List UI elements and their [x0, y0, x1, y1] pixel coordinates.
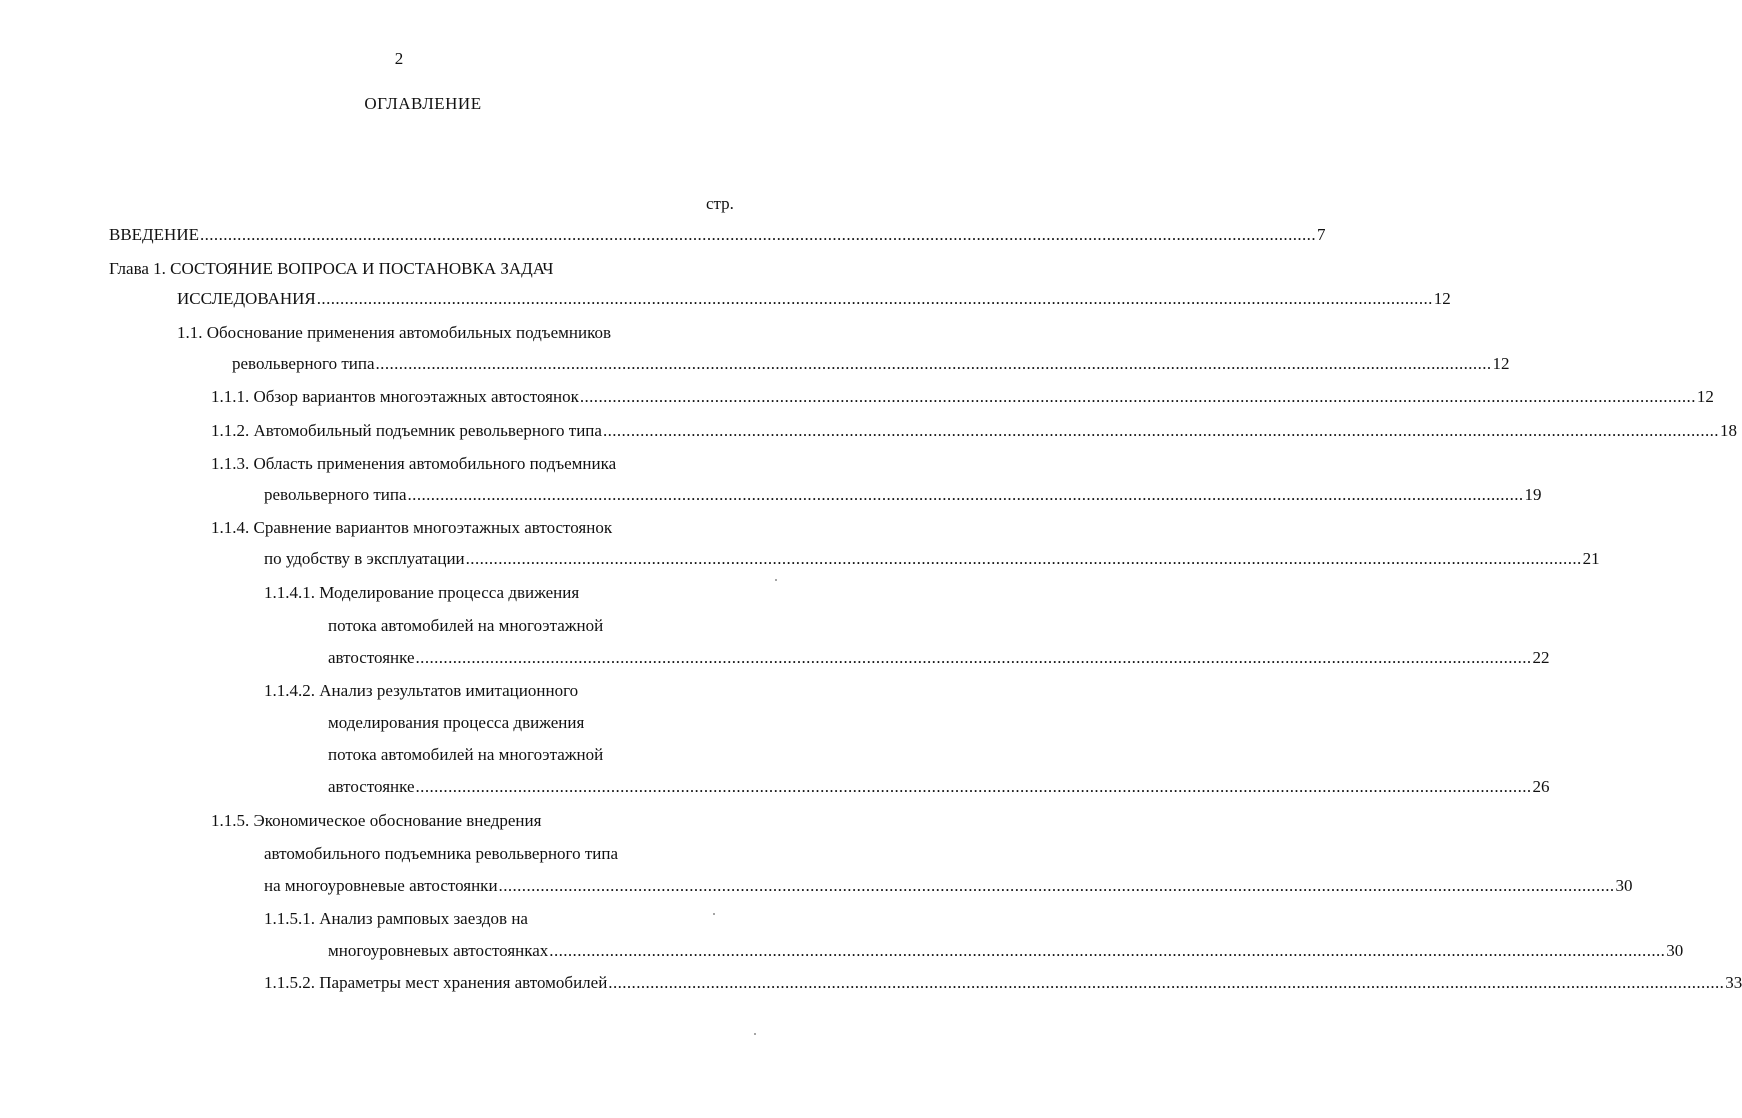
scan-speck	[713, 913, 715, 915]
toc-entry-1-1-4-2-line3: потока автомобилей на многоэтажной	[328, 745, 604, 764]
toc-entry-1-1-4-1-line1: 1.1.4.1. Моделирование процесса движения	[264, 583, 580, 602]
dot-leader: ................................................................................................................................................................................................................................................	[579, 387, 1696, 406]
toc-entry-text: по удобству в эксплуатации	[264, 549, 465, 568]
toc-entry-text: 1.1.2. Автомобильный подъемник револьверного типа	[211, 421, 602, 440]
toc-entry-1-1-4-1-line2: потока автомобилей на многоэтажной	[328, 616, 604, 635]
toc-entry-page: 21	[1582, 549, 1600, 568]
toc-entry-text: 1.1.5.2. Параметры мест хранения автомобилей	[264, 973, 608, 992]
toc-entry-chapter1-line1: Глава 1. СОСТОЯНИЕ ВОПРОСА И ПОСТАНОВКА ЗАДАЧ	[109, 259, 554, 278]
toc-entry-page: 12	[1696, 387, 1714, 406]
toc-entry-page: 7	[1316, 225, 1326, 244]
toc-entry-1-1-3-line1: 1.1.3. Область применения автомобильного подъемника	[211, 454, 617, 473]
toc-entry-page: 12	[1492, 354, 1510, 373]
toc-entry-1-1-5-line2: автомобильного подъемника револьверного типа	[264, 844, 619, 863]
toc-entry-1-1-4-2-line2: моделирования процесса движения	[328, 713, 585, 732]
toc-entry-page: 22	[1532, 648, 1550, 667]
dot-leader: ................................................................................................................................................................................................................................................	[375, 354, 1492, 373]
toc-entry-page: 33	[1725, 973, 1742, 992]
toc-entry-text: 1.1.1. Обзор вариантов многоэтажных автостоянок	[211, 387, 579, 406]
scan-speck	[754, 1033, 756, 1035]
toc-entry-1-1-5[interactable]	[264, 874, 1633, 898]
dot-leader: ................................................................................................................................................................................................................................................	[316, 289, 1433, 308]
toc-entry-text: ВВЕДЕНИЕ	[109, 225, 199, 244]
toc-entry-1-1-4-1[interactable]	[328, 646, 1550, 670]
dot-leader: ................................................................................................................................................................................................................................................	[608, 973, 1725, 992]
dot-leader: ................................................................................................................................................................................................................................................	[549, 941, 1666, 960]
toc-entry-1-1-5-line1: 1.1.5. Экономическое обоснование внедрения	[211, 811, 542, 830]
toc-entry-1-1-2[interactable]	[211, 419, 1737, 443]
toc-entry-1-1-5-2[interactable]	[264, 971, 1742, 995]
toc-entry-page: 18	[1719, 421, 1737, 440]
toc-entry-1-1-line1: 1.1. Обоснование применения автомобильных подъемников	[177, 323, 611, 342]
toc-entry-page: 12	[1433, 289, 1451, 308]
toc-entry-page: 26	[1532, 777, 1550, 796]
toc-entry-text: револьверного типа	[264, 485, 407, 504]
toc-entry-1-1[interactable]	[232, 352, 1510, 376]
dot-leader: ................................................................................................................................................................................................................................................	[199, 225, 1316, 244]
dot-leader: ................................................................................................................................................................................................................................................	[602, 421, 1719, 440]
toc-entry-page: 30	[1666, 941, 1684, 960]
toc-entry-chapter1[interactable]	[177, 287, 1451, 311]
toc-entry-1-1-3[interactable]	[264, 483, 1542, 507]
dot-leader: ................................................................................................................................................................................................................................................	[407, 485, 1524, 504]
toc-entry-intro[interactable]	[109, 223, 1326, 247]
dot-leader: ................................................................................................................................................................................................................................................	[465, 549, 1582, 568]
dot-leader: ................................................................................................................................................................................................................................................	[415, 777, 1532, 796]
toc-entry-1-1-5-1-line1: 1.1.5.1. Анализ рамповых заездов на	[264, 909, 528, 928]
toc-entry-1-1-4-2-line1: 1.1.4.2. Анализ результатов имитационного	[264, 681, 579, 700]
toc-entry-page: 30	[1615, 876, 1633, 895]
toc-entry-text: револьверного типа	[232, 354, 375, 373]
toc-entry-text: ИССЛЕДОВАНИЯ	[177, 289, 316, 308]
scan-speck	[775, 579, 777, 581]
toc-entry-text: автостоянке	[328, 777, 415, 796]
toc-entry-text: многоуровневых автостоянках	[328, 941, 549, 960]
toc-entry-text: автостоянке	[328, 648, 415, 667]
toc-entry-1-1-1[interactable]	[211, 385, 1714, 409]
toc-entry-1-1-5-1[interactable]	[328, 939, 1684, 963]
dot-leader: ................................................................................................................................................................................................................................................	[415, 648, 1532, 667]
toc-entry-1-1-4-line1: 1.1.4. Сравнение вариантов многоэтажных автостоянок	[211, 518, 613, 537]
toc-entry-page: 19	[1524, 485, 1542, 504]
toc-entry-1-1-4-2[interactable]	[328, 775, 1550, 799]
toc-title: ОГЛАВЛЕНИЕ	[364, 94, 482, 113]
page-column-label: стр.	[706, 194, 734, 213]
dot-leader: ................................................................................................................................................................................................................................................	[498, 876, 1615, 895]
page-number: 2	[394, 49, 404, 68]
toc-entry-text: на многоуровневые автостоянки	[264, 876, 498, 895]
toc-entry-1-1-4[interactable]	[264, 547, 1600, 571]
